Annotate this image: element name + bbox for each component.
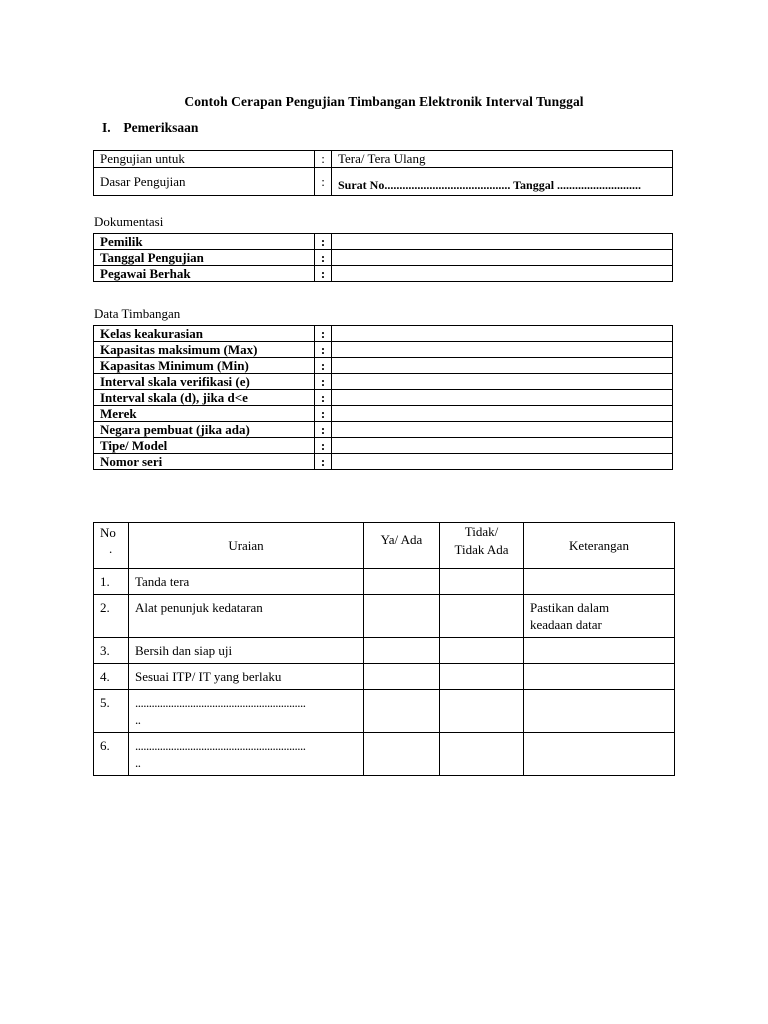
- table-row: [94, 638, 675, 664]
- keterangan-line2: keadaan datar: [530, 617, 602, 632]
- table-row: [94, 342, 673, 358]
- header-tidak-line2: Tidak Ada: [454, 542, 509, 557]
- header-tidak-line1: Tidak/: [464, 524, 499, 539]
- field-value[interactable]: [332, 250, 673, 266]
- field-label: Kapasitas maksimum (Max): [94, 342, 315, 358]
- ya-ada-cell[interactable]: [364, 733, 440, 776]
- data-timbangan-table: [93, 325, 673, 470]
- field-label: Merek: [94, 406, 315, 422]
- colon: :: [315, 168, 332, 196]
- header-tidak-ada: [440, 523, 524, 569]
- field-label: Tipe/ Model: [94, 438, 315, 454]
- row-uraian-blank[interactable]: [129, 690, 364, 733]
- table-row: [94, 595, 675, 638]
- colon: :: [315, 358, 332, 374]
- ya-ada-cell[interactable]: [364, 638, 440, 664]
- field-label: Pegawai Berhak: [94, 266, 315, 282]
- row-number: 5.: [94, 690, 129, 733]
- table-header-row: [94, 523, 675, 569]
- dokumentasi-table: [93, 233, 673, 282]
- ya-ada-cell[interactable]: [364, 664, 440, 690]
- field-value[interactable]: [332, 406, 673, 422]
- field-value[interactable]: [332, 438, 673, 454]
- section-label: Pemeriksaan: [123, 120, 199, 135]
- row-uraian: Sesuai ITP/ IT yang berlaku: [129, 664, 364, 690]
- header-table: [93, 150, 673, 196]
- field-value[interactable]: [332, 234, 673, 250]
- dotted-line-tail: ..: [135, 755, 141, 770]
- table-row: [94, 358, 673, 374]
- header-value-field[interactable]: Surat No.......................................... Tanggal ............................: [332, 168, 673, 196]
- ya-ada-cell[interactable]: [364, 569, 440, 595]
- tidak-ada-cell[interactable]: [440, 664, 524, 690]
- section-number: I.: [102, 120, 111, 135]
- colon: :: [315, 342, 332, 358]
- field-label: Nomor seri: [94, 454, 315, 470]
- keterangan-line1: Pastikan dalam: [530, 600, 610, 615]
- section-heading: [102, 120, 198, 136]
- field-value[interactable]: [332, 374, 673, 390]
- field-value[interactable]: [332, 266, 673, 282]
- row-uraian: Tanda tera: [129, 569, 364, 595]
- table-row: [94, 569, 675, 595]
- table-row: [94, 454, 673, 470]
- header-ya-ada: Ya/ Ada: [364, 523, 440, 569]
- table-row: [94, 733, 675, 776]
- field-label: Pemilik: [94, 234, 315, 250]
- colon: :: [315, 266, 332, 282]
- field-label: Kapasitas Minimum (Min): [94, 358, 315, 374]
- tidak-ada-cell[interactable]: [440, 595, 524, 638]
- field-label: Kelas keakurasian: [94, 326, 315, 342]
- row-number: 3.: [94, 638, 129, 664]
- field-value[interactable]: [332, 454, 673, 470]
- header-no-label: No: [100, 525, 116, 540]
- row-number: 1.: [94, 569, 129, 595]
- table-row: [94, 390, 673, 406]
- field-value[interactable]: [332, 326, 673, 342]
- table-row: [94, 266, 673, 282]
- header-key: Pengujian untuk: [94, 151, 315, 168]
- tidak-ada-cell[interactable]: [440, 690, 524, 733]
- colon: :: [315, 374, 332, 390]
- field-value[interactable]: [332, 342, 673, 358]
- field-label: Interval skala verifikasi (e): [94, 374, 315, 390]
- table-row: [94, 422, 673, 438]
- header-no: [94, 523, 129, 569]
- header-no-dot: .: [109, 541, 113, 556]
- document-title: Contoh Cerapan Pengujian Timbangan Elektronik Interval Tunggal: [184, 94, 584, 109]
- colon: :: [315, 151, 332, 168]
- keterangan-cell[interactable]: [524, 690, 675, 733]
- checklist-table: [93, 522, 675, 776]
- dokumentasi-caption: Dokumentasi: [94, 214, 164, 229]
- table-row: [94, 374, 673, 390]
- header-uraian: Uraian: [129, 523, 364, 569]
- header-value-field[interactable]: Tera/ Tera Ulang: [332, 151, 673, 168]
- table-row: [94, 438, 673, 454]
- table-row: [94, 690, 675, 733]
- tidak-ada-cell[interactable]: [440, 733, 524, 776]
- colon: :: [315, 438, 332, 454]
- row-uraian: Bersih dan siap uji: [129, 638, 364, 664]
- table-row: [94, 326, 673, 342]
- colon: :: [315, 326, 332, 342]
- tidak-ada-cell[interactable]: [440, 569, 524, 595]
- header-key: Dasar Pengujian: [94, 168, 315, 196]
- row-number: 4.: [94, 664, 129, 690]
- ya-ada-cell[interactable]: [364, 595, 440, 638]
- header-keterangan: Keterangan: [524, 523, 675, 569]
- keterangan-cell[interactable]: [524, 638, 675, 664]
- field-label: Negara pembuat (jika ada): [94, 422, 315, 438]
- field-value[interactable]: [332, 358, 673, 374]
- table-row: [94, 234, 673, 250]
- dotted-line: ..............................................................: [135, 738, 306, 753]
- data-timbangan-caption: Data Timbangan: [94, 306, 181, 321]
- colon: :: [315, 250, 332, 266]
- row-uraian: Alat penunjuk kedataran: [129, 595, 364, 638]
- colon: :: [315, 390, 332, 406]
- table-row: [94, 151, 673, 168]
- table-row: [94, 250, 673, 266]
- keterangan-cell[interactable]: [524, 569, 675, 595]
- table-row: [94, 664, 675, 690]
- row-uraian-blank[interactable]: [129, 733, 364, 776]
- keterangan-cell[interactable]: [524, 733, 675, 776]
- dotted-line: ..............................................................: [135, 695, 306, 710]
- ya-ada-cell[interactable]: [364, 690, 440, 733]
- keterangan-cell[interactable]: [524, 664, 675, 690]
- colon: :: [315, 454, 332, 470]
- dotted-line-tail: ..: [135, 712, 141, 727]
- table-row: [94, 168, 673, 196]
- row-number: 2.: [94, 595, 129, 638]
- tidak-ada-cell[interactable]: [440, 638, 524, 664]
- field-label: Interval skala (d), jika d<e: [94, 390, 315, 406]
- colon: :: [315, 234, 332, 250]
- table-row: [94, 406, 673, 422]
- field-value[interactable]: [332, 390, 673, 406]
- field-value[interactable]: [332, 422, 673, 438]
- row-number: 6.: [94, 733, 129, 776]
- field-label: Tanggal Pengujian: [94, 250, 315, 266]
- colon: :: [315, 422, 332, 438]
- colon: :: [315, 406, 332, 422]
- keterangan-cell[interactable]: [524, 595, 675, 638]
